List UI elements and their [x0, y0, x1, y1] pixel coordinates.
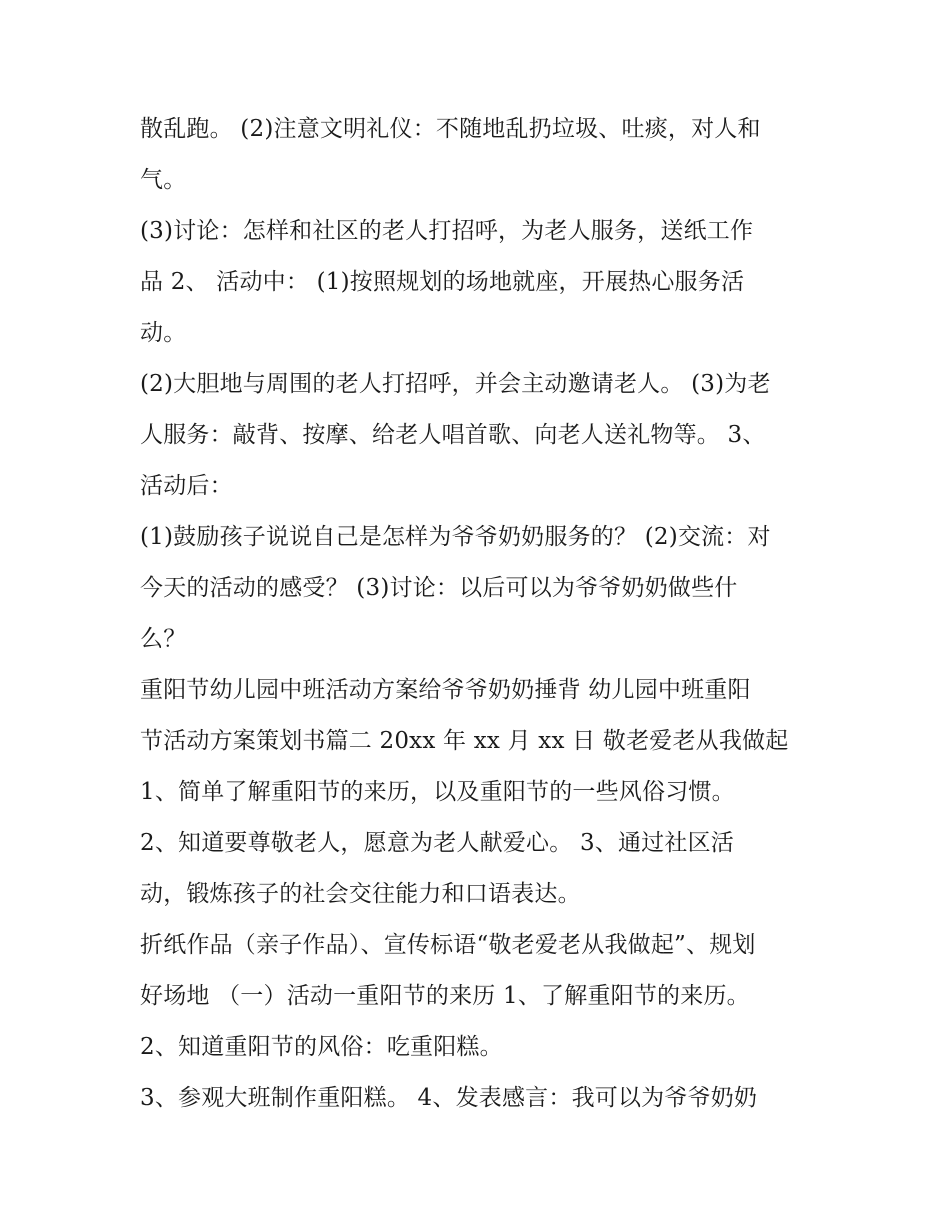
- text-line: 今天的活动的感受？ (3)讨论：以后可以为爷爷奶奶做些什: [140, 575, 738, 601]
- text-line: 人服务：敲背、按摩、给老人唱首歌、向老人送礼物等。 3、: [140, 422, 766, 448]
- text-line: 活动后：: [140, 473, 233, 499]
- text-line: 气。: [140, 167, 187, 193]
- text-line: 品 2、 活动中： (1)按照规划的场地就座，开展热心服务活: [140, 269, 745, 295]
- text-line: 3、参观大班制作重阳糕。 4、发表感言：我可以为爷爷奶奶: [140, 1085, 758, 1111]
- text-line: 重阳节幼儿园中班活动方案给爷爷奶奶捶背 幼儿园中班重阳: [140, 677, 751, 703]
- text-line: 动。: [140, 320, 187, 346]
- text-line: 2、知道重阳节的风俗：吃重阳糕。: [140, 1034, 503, 1060]
- text-line: 节活动方案策划书篇二 20xx 年 xx 月 xx 日 敬老爱老从我做起: [140, 728, 789, 754]
- text-line: 散乱跑。 (2)注意文明礼仪：不随地乱扔垃圾、吐痰，对人和: [140, 116, 761, 142]
- text-line: (2)大胆地与周围的老人打招呼，并会主动邀请老人。 (3)为老: [140, 371, 771, 397]
- text-line: 折纸作品（亲子作品）、宣传标语“敬老爱老从我做起”、规划: [140, 932, 756, 958]
- text-line: 2、知道要尊敬老人，愿意为老人献爱心。 3、通过社区活: [140, 830, 734, 856]
- text-line: (1)鼓励孩子说说自己是怎样为爷爷奶奶服务的？ (2)交流：对: [140, 524, 771, 550]
- document-body: [140, 104, 820, 1124]
- text-line: 1、简单了解重阳节的来历，以及重阳节的一些风俗习惯。: [140, 779, 735, 805]
- text-line: (3)讨论：怎样和社区的老人打招呼，为老人服务，送纸工作: [140, 218, 754, 244]
- text-line: 么？: [140, 626, 187, 652]
- text-line: 动，锻炼孩子的社会交往能力和口语表达。: [140, 881, 581, 907]
- text-line: 好场地 （一）活动一重阳节的来历 1、了解重阳节的来历。: [140, 983, 750, 1009]
